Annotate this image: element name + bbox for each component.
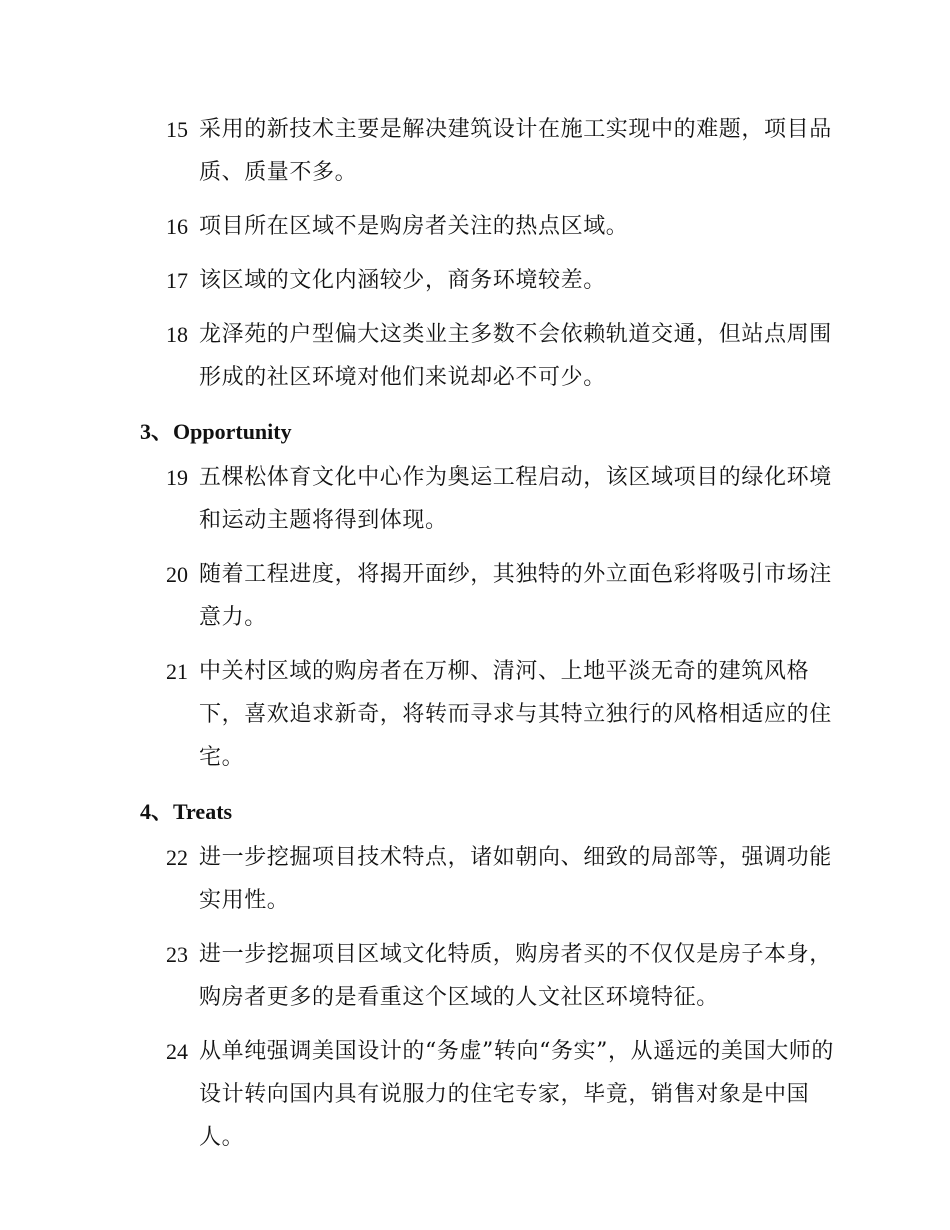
item-text: 随着工程进度，将揭开面纱，其独特的外立面色彩将吸引市场注意力。 bbox=[199, 562, 832, 630]
list-item bbox=[140, 456, 840, 542]
section-title: Opportunity bbox=[173, 419, 292, 444]
list-item bbox=[140, 108, 840, 194]
list-item bbox=[140, 933, 840, 1019]
item-number: 16 bbox=[166, 214, 188, 239]
section-title: Treats bbox=[173, 799, 233, 824]
item-text: 五棵松体育文化中心作为奥运工程启动，该区域项目的绿化环境和运动主题将得到体现。 bbox=[199, 465, 832, 533]
section-separator: 、 bbox=[151, 420, 174, 445]
list-item bbox=[140, 259, 840, 302]
item-number: 18 bbox=[166, 322, 188, 347]
item-text: 采用的新技术主要是解决建筑设计在施工实现中的难题，项目品质、质量不多。 bbox=[199, 117, 832, 185]
document-body bbox=[140, 108, 840, 1170]
list-item bbox=[140, 836, 840, 922]
item-text: 进一步挖掘项目区域文化特质，购房者买的不仅仅是房子本身，购房者更多的是看重这个区域的人文社区环境特征。 bbox=[199, 942, 832, 1010]
section-heading-opportunity bbox=[140, 410, 840, 454]
item-text: 龙泽苑的户型偏大这类业主多数不会依赖轨道交通，但站点周围形成的社区环境对他们来说却必不可少。 bbox=[199, 322, 832, 390]
item-number: 23 bbox=[166, 942, 188, 967]
item-number: 22 bbox=[166, 845, 188, 870]
item-number: 24 bbox=[166, 1039, 188, 1064]
list-item bbox=[140, 205, 840, 248]
list-item bbox=[140, 1030, 840, 1159]
list-item bbox=[140, 650, 840, 779]
item-number: 20 bbox=[166, 562, 188, 587]
list-item bbox=[140, 313, 840, 399]
item-number: 17 bbox=[166, 268, 188, 293]
item-text: 项目所在区域不是购房者关注的热点区域。 bbox=[199, 214, 629, 239]
section-separator: 、 bbox=[151, 800, 174, 825]
item-text: 中关村区域的购房者在万柳、清河、上地平淡无奇的建筑风格下，喜欢追求新奇，将转而寻求与其特立独行的风格相适应的住宅。 bbox=[199, 659, 832, 770]
section-number: 3 bbox=[140, 419, 151, 444]
list-item bbox=[140, 553, 840, 639]
section-number: 4 bbox=[140, 799, 151, 824]
item-number: 19 bbox=[166, 465, 188, 490]
item-text: 从单纯强调美国设计的“务虚”转向“务实”，从遥远的美国大师的设计转向国内具有说服力的住宅专家，毕竟，销售对象是中国人。 bbox=[199, 1039, 834, 1150]
item-text: 进一步挖掘项目技术特点，诸如朝向、细致的局部等，强调功能实用性。 bbox=[199, 845, 832, 913]
item-text: 该区域的文化内涵较少，商务环境较差。 bbox=[199, 268, 606, 293]
section-heading-treats bbox=[140, 790, 840, 834]
item-number: 21 bbox=[166, 659, 188, 684]
item-number: 15 bbox=[166, 117, 188, 142]
